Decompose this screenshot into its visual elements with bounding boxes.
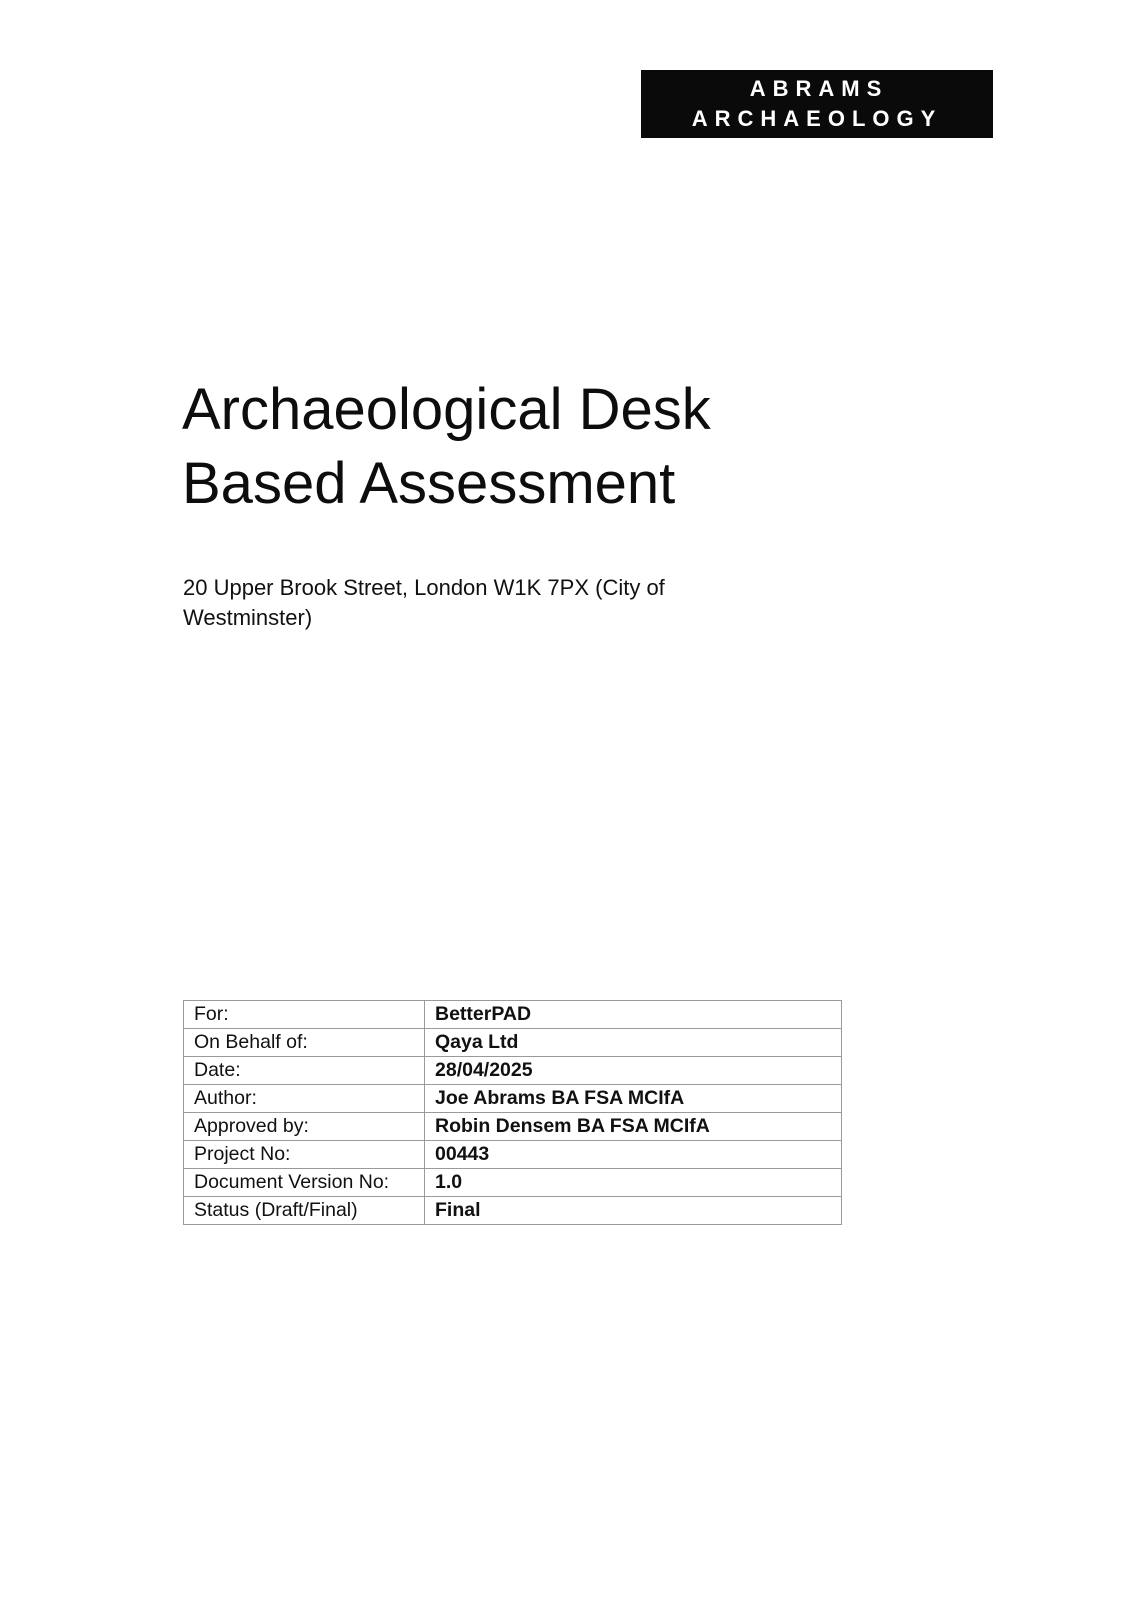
details-value: BetterPAD (425, 1001, 842, 1029)
details-label: Author: (184, 1085, 425, 1113)
details-label: Document Version No: (184, 1169, 425, 1197)
site-address: 20 Upper Brook Street, London W1K 7PX (City of Westminster) (183, 575, 665, 630)
details-value: 00443 (425, 1141, 842, 1169)
details-value: Qaya Ltd (425, 1029, 842, 1057)
details-value: Robin Densem BA FSA MCIfA (425, 1113, 842, 1141)
abrams-archaeology-logo (641, 70, 993, 138)
table-row (184, 1029, 842, 1057)
details-label: On Behalf of: (184, 1029, 425, 1057)
details-label: Project No: (184, 1141, 425, 1169)
document-details-table (183, 1000, 842, 1225)
details-label: Approved by: (184, 1113, 425, 1141)
document-title-line-1: Archaeological Desk (182, 377, 711, 442)
table-row (184, 1197, 842, 1225)
details-value: Joe Abrams BA FSA MCIfA (425, 1085, 842, 1113)
document-title (182, 373, 862, 521)
details-value: 1.0 (425, 1169, 842, 1197)
table-row (184, 1169, 842, 1197)
details-label: Status (Draft/Final) (184, 1197, 425, 1225)
document-title-line-2: Based Assessment (182, 451, 676, 516)
details-label: Date: (184, 1057, 425, 1085)
details-value: Final (425, 1197, 842, 1225)
table-row (184, 1141, 842, 1169)
details-value: 28/04/2025 (425, 1057, 842, 1085)
logo-text-line-2: ARCHAEOLOGY (691, 106, 943, 131)
logo-text-line-1: ABRAMS (749, 76, 889, 101)
table-row (184, 1113, 842, 1141)
table-row (184, 1001, 842, 1029)
table-row (184, 1085, 842, 1113)
table-row (184, 1057, 842, 1085)
details-label: For: (184, 1001, 425, 1029)
